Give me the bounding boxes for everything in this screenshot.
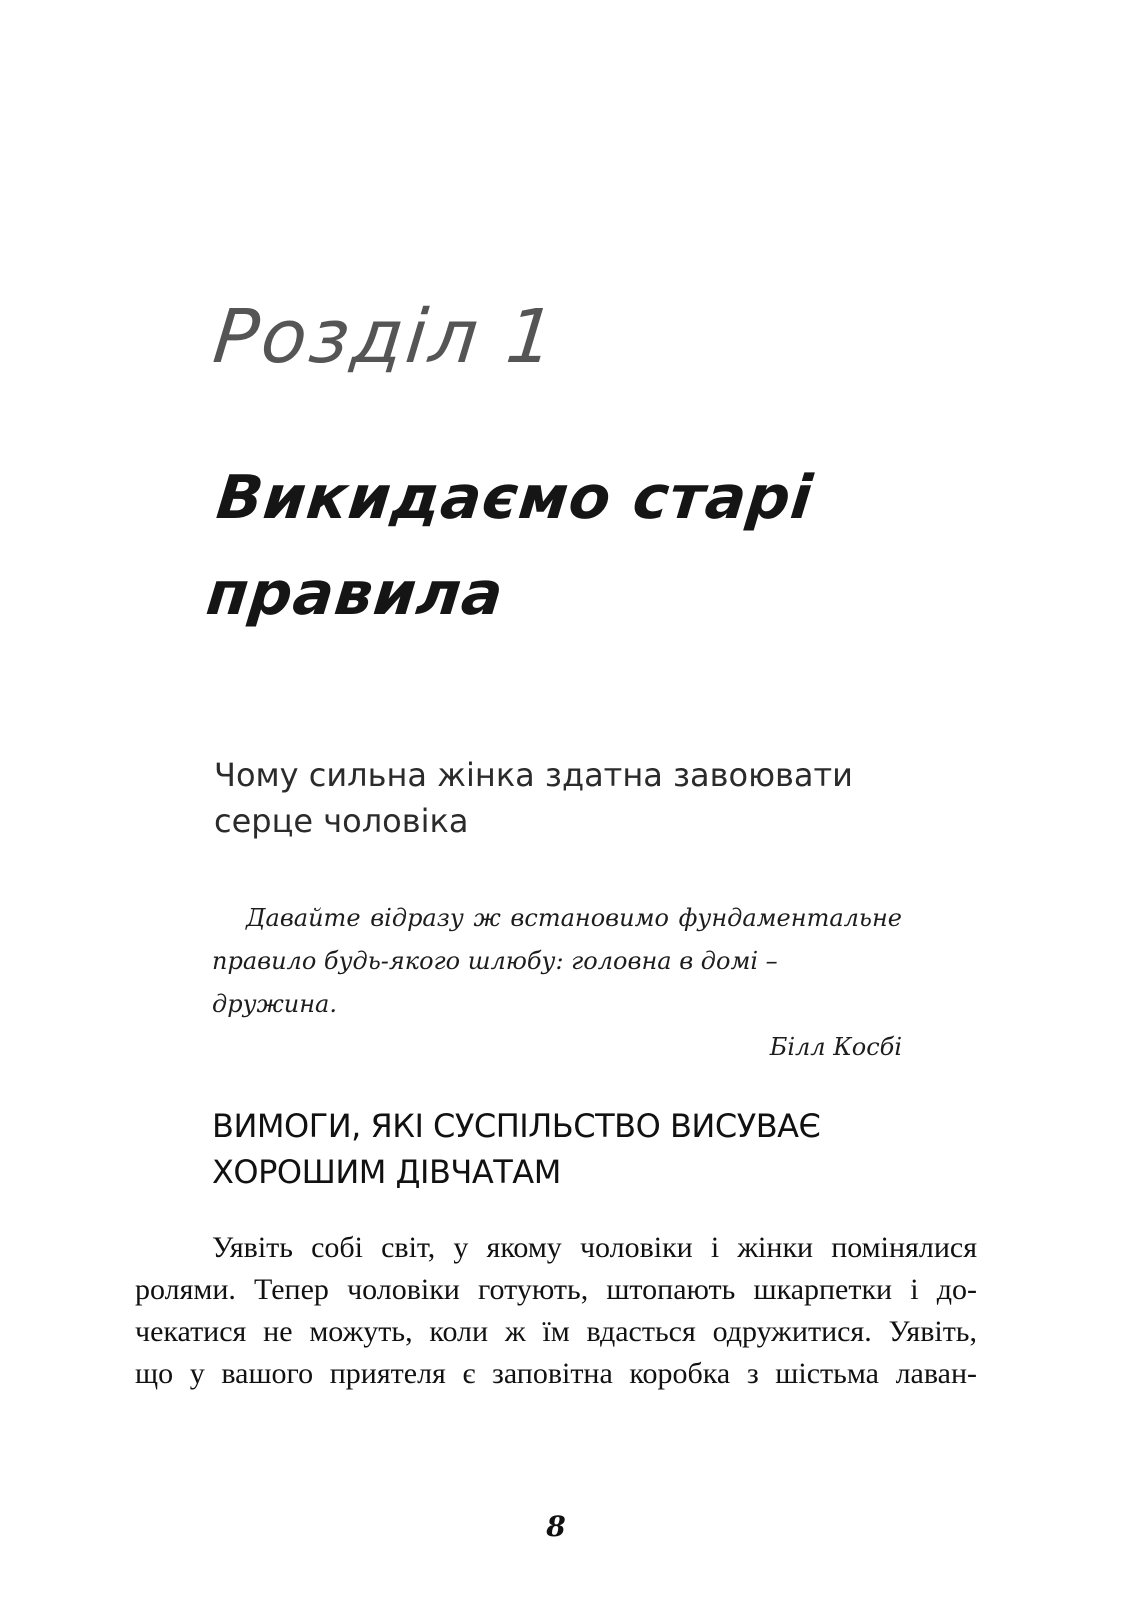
section-subtitle-line: серце чоловіка [214, 802, 469, 840]
subsection-heading [212, 1103, 932, 1195]
chapter-label: Розділ 1 [209, 294, 562, 380]
epigraph-quote-line: Давайте відразу ж встановимо фундаментальне [246, 904, 902, 932]
epigraph-author: Білл Косбі [769, 1033, 902, 1061]
body-line: ролями. Тепер чоловіки готують, штопають шкарпетки і до- [135, 1273, 977, 1306]
body-line: що у вашого приятеля є заповітна коробка з шістьма лаван- [135, 1357, 977, 1390]
section-subtitle-line: Чому сильна жінка здатна завоювати [214, 756, 853, 794]
body-line: Уявіть собі світ, у якому чоловіки і жінки помінялися [212, 1231, 977, 1264]
chapter-title [202, 450, 982, 642]
body-paragraph [135, 1227, 977, 1395]
epigraph [212, 897, 902, 1069]
chapter-title-line: правила [203, 559, 507, 629]
chapter-title-line: Викидаємо старі [213, 463, 817, 533]
body-line: чекатися не можуть, коли ж їм вдасться одружитися. Уявіть, [135, 1315, 977, 1348]
page-number: 8 [546, 1510, 566, 1543]
section-subtitle [214, 752, 934, 844]
subsection-heading-line: ХОРОШИМ ДІВЧАТАМ [212, 1153, 561, 1191]
epigraph-quote-line: правило будь-якого шлюбу: головна в домі – дружина. [212, 947, 778, 1018]
subsection-heading-line: ВИМОГИ, ЯКІ СУСПІЛЬСТВО ВИСУВАЄ [212, 1107, 821, 1145]
